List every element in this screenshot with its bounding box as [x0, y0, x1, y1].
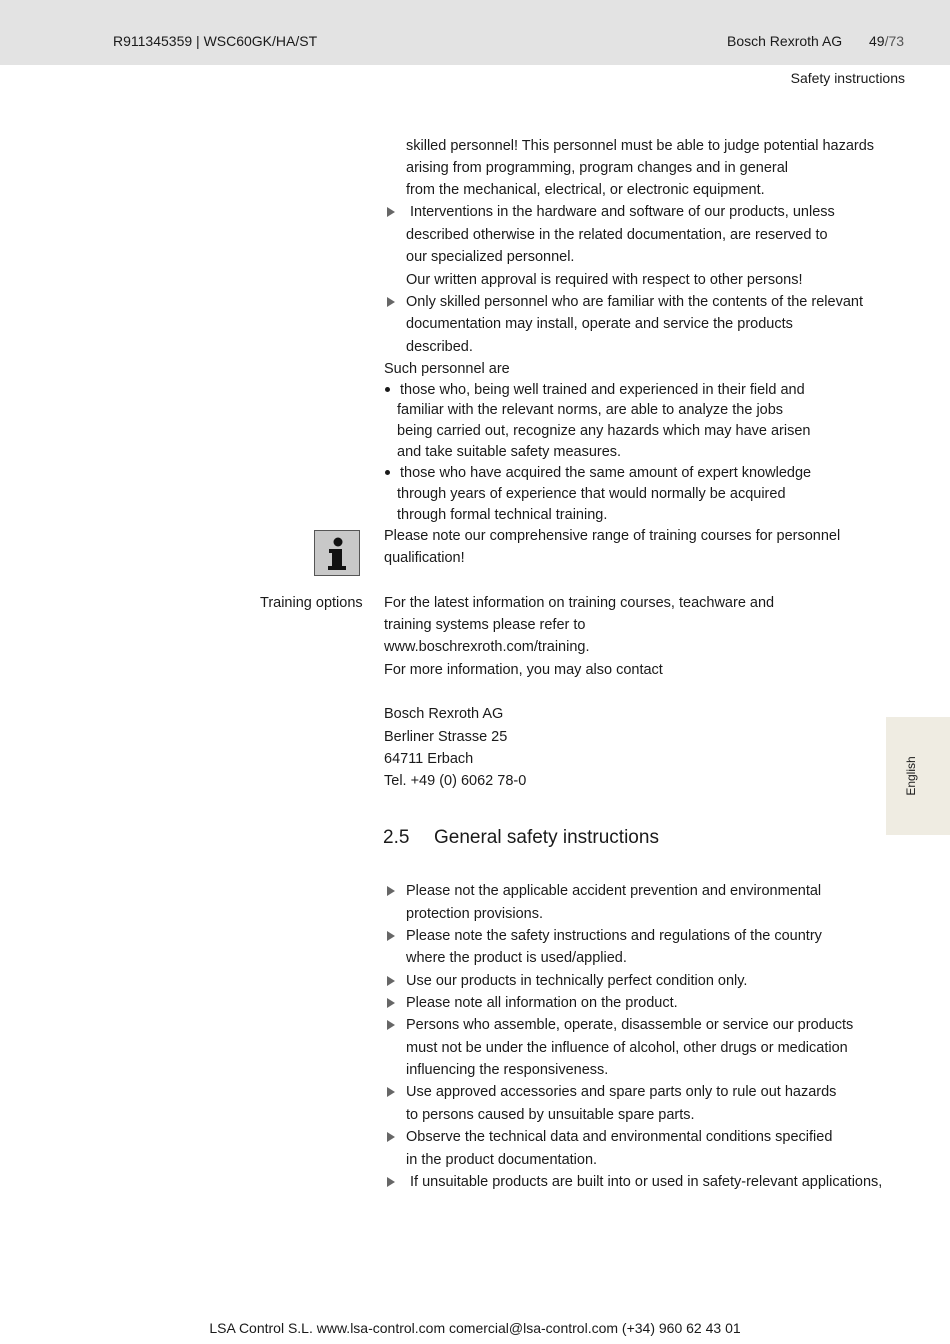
text-line: those who, being well trained and experienced in their field and [400, 382, 805, 398]
address-line: Berliner Strasse 25 [384, 729, 508, 745]
page-current: 49 [869, 33, 885, 49]
text-line: our specialized personnel. [406, 249, 575, 265]
text-line: Only skilled personnel who are familiar with the contents of the relevant [406, 294, 863, 310]
text-line: documentation may install, operate and service the products [406, 316, 793, 332]
page-total: /73 [884, 33, 905, 49]
training-link[interactable]: www.boschrexroth.com/training. [384, 639, 590, 655]
arrow-bullet-icon [387, 1020, 395, 1030]
text-line: those who have acquired the same amount of expert knowledge [400, 465, 812, 481]
text-line: must not be under the influence of alcohol, other drugs or medication [406, 1040, 848, 1056]
text-line: skilled personnel! This personnel must be able to judge potential hazards [406, 138, 875, 154]
section-number: 2.5 [383, 827, 410, 848]
arrow-bullet-icon [387, 1177, 395, 1187]
text-line: through formal technical training. [397, 507, 608, 523]
training-line: For the latest information on training courses, teachware and [384, 595, 775, 611]
info-note-line: qualification! [384, 550, 465, 566]
arrow-bullet-icon [387, 207, 395, 217]
text-line: in the product documentation. [406, 1152, 598, 1168]
address-line: 64711 Erbach [384, 751, 474, 767]
arrow-bullet-icon [387, 931, 395, 941]
text-line: Persons who assemble, operate, disassemble or service our products [406, 1017, 854, 1033]
arrow-bullet-icon [387, 998, 395, 1008]
info-note-line: Please note our comprehensive range of training courses for personnel [384, 528, 841, 544]
text-line: Interventions in the hardware and software of our products, unless [410, 204, 835, 220]
text-line: being carried out, recognize any hazards which may have arisen [397, 423, 811, 439]
info-icon [314, 530, 360, 576]
text-line: described otherwise in the related documentation, are reserved to [406, 227, 828, 243]
section-title: Safety instructions [790, 70, 905, 86]
dot-bullet-icon [385, 387, 390, 392]
text-line: If unsuitable products are built into or used in safety-relevant applications, [410, 1174, 883, 1190]
arrow-bullet-icon [387, 1087, 395, 1097]
company-name: Bosch Rexroth AG [727, 33, 843, 49]
page-footer: LSA Control S.L. www.lsa-control.com comercial@lsa-control.com (+34) 960 62 43 01 [209, 1320, 741, 1336]
arrow-bullet-icon [387, 886, 395, 896]
document-id: R911345359 | WSC60GK/HA/ST [113, 33, 318, 49]
language-tab-label: English [904, 756, 918, 796]
text-line: familiar with the relevant norms, are able to analyze the jobs [397, 402, 784, 418]
text-line: Use our products in technically perfect condition only. [406, 973, 748, 989]
address-line: Tel. +49 (0) 6062 78-0 [384, 773, 527, 789]
training-line: For more information, you may also contact [384, 662, 663, 678]
text-line: arising from programming, program changes and in general [406, 160, 789, 176]
training-line: training systems please refer to [384, 617, 586, 633]
text-line: Please note the safety instructions and regulations of the country [406, 928, 822, 944]
text-line: described. [406, 339, 473, 355]
text-line: influencing the responsiveness. [406, 1062, 609, 1078]
text-line: Observe the technical data and environmental conditions specified [406, 1129, 833, 1145]
text-line: protection provisions. [406, 906, 544, 922]
text-line: from the mechanical, electrical, or electronic equipment. [406, 182, 765, 198]
text-line: Please not the applicable accident prevention and environmental [406, 883, 822, 899]
text-line: through years of experience that would normally be acquired [397, 486, 786, 502]
arrow-bullet-icon [387, 1132, 395, 1142]
text-line: where the product is used/applied. [406, 950, 627, 966]
address-line: Bosch Rexroth AG [384, 706, 504, 722]
text-line: Our written approval is required with respect to other persons! [406, 272, 803, 288]
text-line: and take suitable safety measures. [397, 444, 622, 460]
page-number [869, 33, 904, 49]
arrow-bullet-icon [387, 976, 395, 986]
language-tab [886, 717, 950, 835]
section-heading: General safety instructions [434, 827, 659, 848]
page-header [0, 0, 950, 65]
text-line: Use approved accessories and spare parts only to rule out hazards [406, 1084, 837, 1100]
arrow-bullet-icon [387, 297, 395, 307]
training-options-label: Training options [260, 595, 363, 611]
text-line: Such personnel are [384, 361, 510, 377]
dot-bullet-icon [385, 470, 390, 475]
text-line: to persons caused by unsuitable spare parts. [406, 1107, 695, 1123]
text-line: Please note all information on the product. [406, 995, 678, 1011]
